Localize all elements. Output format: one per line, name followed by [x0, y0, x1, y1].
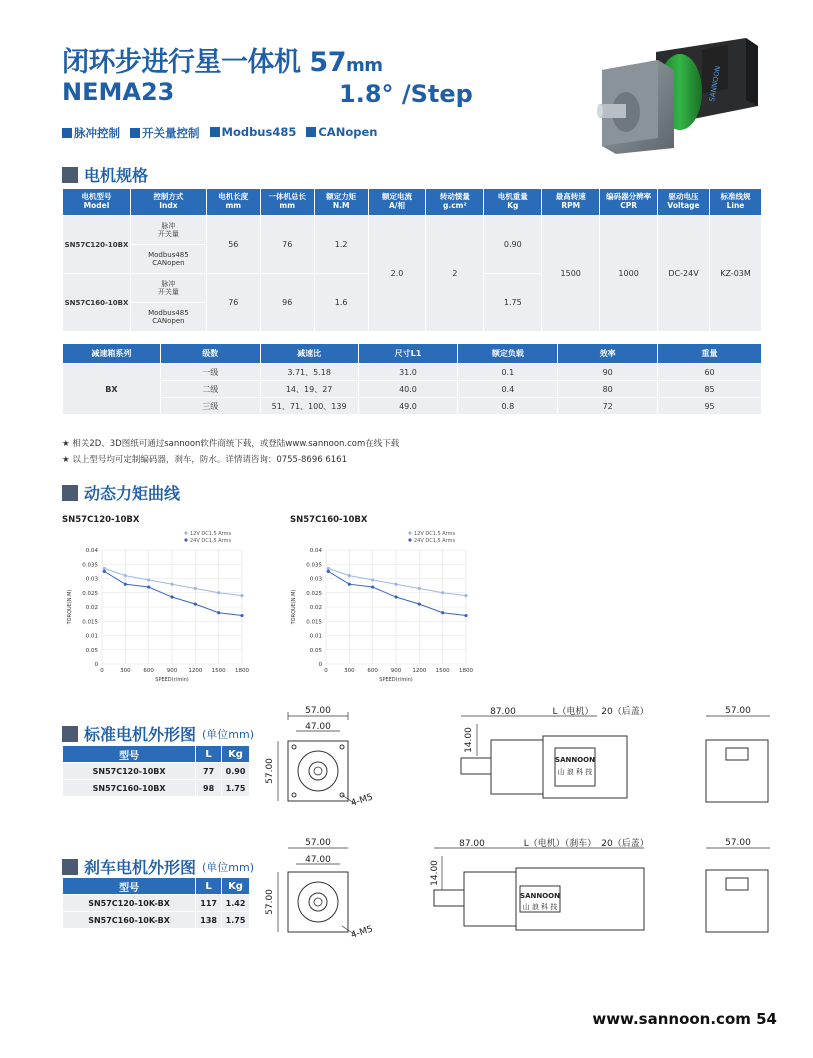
spec-header: 额定力矩 N.M: [314, 189, 368, 216]
gear-header: 重量: [658, 344, 762, 364]
kg-cell: 0.90: [222, 763, 250, 780]
data-point: [124, 574, 127, 577]
std-header-row: [63, 746, 250, 763]
dim-87: 87.00: [490, 707, 516, 717]
dim-20-back: 20（后盖）: [601, 839, 649, 849]
model-cell: SN57C120-10K-BX: [63, 895, 196, 912]
data-point: [103, 567, 106, 570]
ratio-cell: 3.71、5.18: [260, 364, 358, 381]
motor-product-image: [596, 30, 766, 158]
y-tick-label: 0: [318, 662, 322, 668]
feature-canopen: CANopen: [306, 125, 377, 141]
gear-header: 减速比: [260, 344, 358, 364]
table-row: [63, 364, 762, 381]
rear-view-drawing: [694, 700, 784, 810]
y-tick-label: 0.01: [85, 633, 98, 640]
y-tick-label: 0.015: [82, 619, 98, 626]
section-torque-title: 动态力矩曲线: [84, 484, 181, 503]
data-point: [217, 591, 220, 594]
chart-title-2: SN57C160-10BX: [290, 515, 368, 525]
section-marker: [62, 485, 78, 501]
data-point: [371, 585, 374, 588]
kg-cell: 1.75: [222, 912, 250, 929]
legend-entry: 24V DC1.5 Arms: [414, 538, 456, 544]
model-cell: SN57C160-10K-BX: [63, 912, 196, 929]
section-std-outline: [62, 722, 254, 745]
section-marker: [62, 859, 78, 875]
data-point: [170, 595, 173, 598]
y-tick-label: 0.025: [306, 590, 322, 597]
x-axis-label: SPEED(r/min): [155, 677, 189, 683]
speed-cell: 1500: [542, 216, 600, 332]
gear-header: 效率: [558, 344, 658, 364]
ratio-cell: 14、19、27: [260, 381, 358, 398]
spec-header: 转动惯量 g.cm²: [426, 189, 484, 216]
title-cn: 闭环步进行星一体机: [62, 47, 301, 78]
gear-header-row: [63, 344, 762, 364]
legend-marker: [408, 531, 411, 534]
data-point: [194, 587, 197, 590]
data-point: [327, 567, 330, 570]
header-model: 型号: [63, 878, 196, 895]
brake-front-view-drawing: [262, 830, 392, 945]
x-tick-label: 0: [324, 668, 328, 674]
data-point: [170, 583, 173, 586]
header-l: L: [196, 878, 222, 895]
data-point: [147, 585, 150, 588]
dim-47-top: 47.00: [305, 722, 331, 732]
data-point: [418, 603, 421, 606]
legend-entry: 12V DC1.5 Arms: [414, 531, 456, 537]
feature-modbus: Modbus485: [210, 125, 297, 141]
ratio-cell: 51、71、100、139: [260, 398, 358, 415]
x-tick-label: 900: [166, 668, 178, 674]
brand-logo: SANNOON: [520, 892, 560, 900]
y-tick-label: 0.02: [85, 605, 98, 611]
dim-87: 87.00: [459, 839, 485, 849]
total-cell: 96: [260, 274, 314, 332]
inertia-cell: 2: [426, 216, 484, 332]
voltage-cell: DC-24V: [658, 216, 710, 332]
y-tick-label: 0.05: [309, 647, 322, 654]
y-tick-label: 0.04: [85, 548, 98, 554]
weight-cell: 0.90: [484, 216, 542, 274]
data-point: [348, 574, 351, 577]
stage-cell: 二级: [160, 381, 260, 398]
stage-cell: 三级: [160, 398, 260, 415]
weight-cell: 95: [658, 398, 762, 415]
brake-header-row: [63, 878, 250, 895]
dim-57-side: 57.00: [265, 889, 275, 915]
length-cell: 76: [206, 274, 260, 332]
section-marker: [62, 167, 78, 183]
y-tick-label: 0: [94, 662, 98, 668]
size-cell: 40.0: [358, 381, 458, 398]
gear-header: 尺寸L1: [358, 344, 458, 364]
x-tick-label: 300: [120, 668, 131, 674]
std-table: [62, 745, 250, 797]
header-kg: Kg: [222, 746, 250, 763]
spec-header: 控制方式 Indx: [130, 189, 206, 216]
data-point: [194, 603, 197, 606]
spec-table: [62, 188, 762, 332]
dim-20-back: 20（后盖）: [601, 707, 649, 717]
data-point: [124, 583, 127, 586]
data-point: [147, 578, 150, 581]
brake-side-view-drawing: [430, 832, 660, 937]
dim-57-top: 57.00: [305, 706, 331, 716]
section-std-title: 标准电机外形图: [84, 725, 197, 744]
data-point: [327, 570, 330, 573]
x-tick-label: 1800: [235, 668, 249, 674]
y-tick-label: 0.035: [82, 562, 98, 569]
table-row: [63, 912, 250, 929]
brake-rear-view-drawing: [694, 832, 784, 942]
legend-marker: [184, 531, 187, 534]
data-point: [464, 614, 467, 617]
l-cell: 117: [196, 895, 222, 912]
table-row: [63, 381, 762, 398]
footer: [592, 1010, 777, 1028]
l-cell: 138: [196, 912, 222, 929]
table-row: [63, 216, 762, 245]
feature-list: [62, 125, 377, 141]
unit-note: (单位mm): [202, 860, 255, 874]
x-tick-label: 1500: [211, 668, 226, 674]
y-tick-label: 0.025: [82, 590, 98, 597]
current-cell: 2.0: [368, 216, 426, 332]
x-tick-label: 1500: [435, 668, 450, 674]
torque-cell: 1.6: [314, 274, 368, 332]
header-kg: Kg: [222, 878, 250, 895]
length-cell: 56: [206, 216, 260, 274]
gearbox-table: [62, 343, 762, 415]
control-cell: 脉冲 开关量: [130, 274, 206, 303]
brand-cn: 山 浪 科 技: [522, 903, 558, 911]
section-motor-spec-title: 电机规格: [84, 166, 149, 185]
legend-entry: 24V DC1.5 Arms: [190, 538, 232, 544]
torque-cell: 1.2: [314, 216, 368, 274]
section-brake-title: 刹车电机外形图: [84, 858, 197, 877]
spec-header: 额定电流 A/相: [368, 189, 426, 216]
efficiency-cell: 90: [558, 364, 658, 381]
spec-header: 电机型号 Model: [63, 189, 131, 216]
spec-header-row: [63, 189, 762, 216]
efficiency-cell: 80: [558, 381, 658, 398]
l-cell: 98: [196, 780, 222, 797]
x-tick-label: 0: [100, 668, 104, 674]
load-cell: 0.8: [458, 398, 558, 415]
brake-table: [62, 877, 250, 929]
y-tick-label: 0.035: [306, 562, 322, 569]
chart-title-1: SN57C120-10BX: [62, 515, 140, 525]
spec-header: 标准线规 Line: [710, 189, 762, 216]
screw-label: 4-M5: [349, 792, 375, 809]
data-point: [371, 578, 374, 581]
y-axis-label: TORQUE(N.M): [67, 589, 73, 625]
torque-chart-2: [286, 528, 496, 686]
section-brake-outline: [62, 855, 254, 878]
data-point: [240, 594, 243, 597]
control-cell: Modbus485 CANopen: [130, 303, 206, 332]
legend-entry: 12V DC1.5 Arms: [190, 531, 232, 537]
gear-header: 减速箱系列: [63, 344, 161, 364]
title-size: 57: [309, 47, 346, 78]
total-cell: 76: [260, 216, 314, 274]
data-point: [348, 583, 351, 586]
title-unit: mm: [345, 55, 383, 76]
dim-57-side: 57.00: [265, 758, 275, 784]
x-tick-label: 900: [390, 668, 402, 674]
size-cell: 49.0: [358, 398, 458, 415]
subtitle: NEMA23: [62, 78, 175, 106]
y-tick-label: 0.04: [309, 548, 322, 554]
data-point: [394, 583, 397, 586]
dim-47-top: 47.00: [305, 855, 331, 865]
brand-logo: SANNOON: [555, 756, 595, 764]
page-number: 54: [756, 1010, 777, 1028]
y-tick-label: 0.015: [306, 619, 322, 626]
dim-l-motor-brake: L（电机）（刹车）: [523, 839, 597, 849]
weight-cell: 1.75: [484, 274, 542, 332]
efficiency-cell: 72: [558, 398, 658, 415]
feature-switch: 开关量控制: [130, 125, 200, 141]
y-tick-label: 0.03: [309, 576, 322, 583]
unit-note: (单位mm): [202, 727, 255, 741]
spec-header: 一体机总长 mm: [260, 189, 314, 216]
dim-14: 14.00: [464, 727, 474, 753]
encoder-cell: 1000: [600, 216, 658, 332]
series-line: [104, 569, 242, 596]
x-tick-label: 1200: [412, 668, 427, 674]
weight-cell: 85: [658, 381, 762, 398]
screw-label: 4-M5: [349, 924, 375, 941]
model-cell: SN57C160-10BX: [63, 274, 131, 332]
model-cell: SN57C120-10BX: [63, 216, 131, 274]
size-cell: 31.0: [358, 364, 458, 381]
data-point: [464, 594, 467, 597]
brand-cn: 山 浪 科 技: [557, 768, 593, 776]
note-custom: ★ 以上型号均可定制编码器，刹车，防水。详情请咨询：0755-8696 6161: [62, 455, 347, 465]
load-cell: 0.4: [458, 381, 558, 398]
notes: [62, 436, 399, 468]
note-download: ★ 相关2D、3D图纸可通过sannoon软件商统下载，或登陆www.sannoon.com在线下载: [62, 439, 400, 449]
line-cell: KZ-03M: [710, 216, 762, 332]
dim-57-top: 57.00: [305, 838, 331, 848]
x-axis-label: SPEED(r/min): [379, 677, 413, 683]
weight-cell: 60: [658, 364, 762, 381]
data-point: [441, 611, 444, 614]
model-cell: SN57C120-10BX: [63, 763, 196, 780]
feature-pulse: 脉冲控制: [62, 125, 120, 141]
kg-cell: 1.42: [222, 895, 250, 912]
y-axis-label: TORQUE(N.M): [291, 589, 297, 625]
spec-header: 编码器分辨率 CPR: [600, 189, 658, 216]
gear-header: 级数: [160, 344, 260, 364]
load-cell: 0.1: [458, 364, 558, 381]
legend-marker: [408, 538, 411, 541]
spec-header: 电机重量 Kg: [484, 189, 542, 216]
spec-header: 驱动电压 Voltage: [658, 189, 710, 216]
dim-l-motor: L（电机）: [552, 707, 594, 717]
section-torque-curve: [62, 481, 180, 504]
footer-url[interactable]: www.sannoon.com: [592, 1010, 751, 1028]
table-row: [63, 763, 250, 780]
gear-header: 额定负载: [458, 344, 558, 364]
data-point: [103, 570, 106, 573]
dim-57-rear: 57.00: [725, 838, 751, 848]
y-tick-label: 0.03: [85, 576, 98, 583]
header-l: L: [196, 746, 222, 763]
torque-chart-1: [62, 528, 272, 686]
section-motor-spec: [62, 163, 148, 186]
x-tick-label: 600: [143, 668, 154, 674]
kg-cell: 1.75: [222, 780, 250, 797]
page-title: [62, 40, 383, 79]
control-cell: 脉冲 开关量: [130, 216, 206, 245]
spec-header: 最高转速 RPM: [542, 189, 600, 216]
table-row: [63, 895, 250, 912]
l-cell: 77: [196, 763, 222, 780]
stage-cell: 一级: [160, 364, 260, 381]
model-cell: SN57C160-10BX: [63, 780, 196, 797]
dim-14: 14.00: [430, 860, 440, 886]
y-tick-label: 0.02: [309, 605, 322, 611]
x-tick-label: 1200: [188, 668, 203, 674]
y-tick-label: 0.05: [85, 647, 98, 654]
data-point: [240, 614, 243, 617]
svg-text:SANNOON: SANNOON: [708, 65, 723, 103]
data-point: [441, 591, 444, 594]
series-line: [328, 569, 466, 596]
table-row: [63, 780, 250, 797]
x-tick-label: 600: [367, 668, 378, 674]
y-tick-label: 0.01: [309, 633, 322, 640]
section-marker: [62, 726, 78, 742]
x-tick-label: 1800: [459, 668, 473, 674]
header-model: 型号: [63, 746, 196, 763]
series-cell: BX: [63, 364, 161, 415]
side-view-drawing: [455, 700, 655, 810]
spec-header: 电机长度 mm: [206, 189, 260, 216]
data-point: [394, 595, 397, 598]
dim-57-rear: 57.00: [725, 706, 751, 716]
table-row: [63, 398, 762, 415]
x-tick-label: 300: [344, 668, 355, 674]
control-cell: Modbus485 CANopen: [130, 245, 206, 274]
front-view-drawing: [262, 700, 392, 815]
data-point: [217, 611, 220, 614]
data-point: [418, 587, 421, 590]
step-angle: 1.8° /Step: [339, 80, 473, 108]
legend-marker: [184, 538, 187, 541]
